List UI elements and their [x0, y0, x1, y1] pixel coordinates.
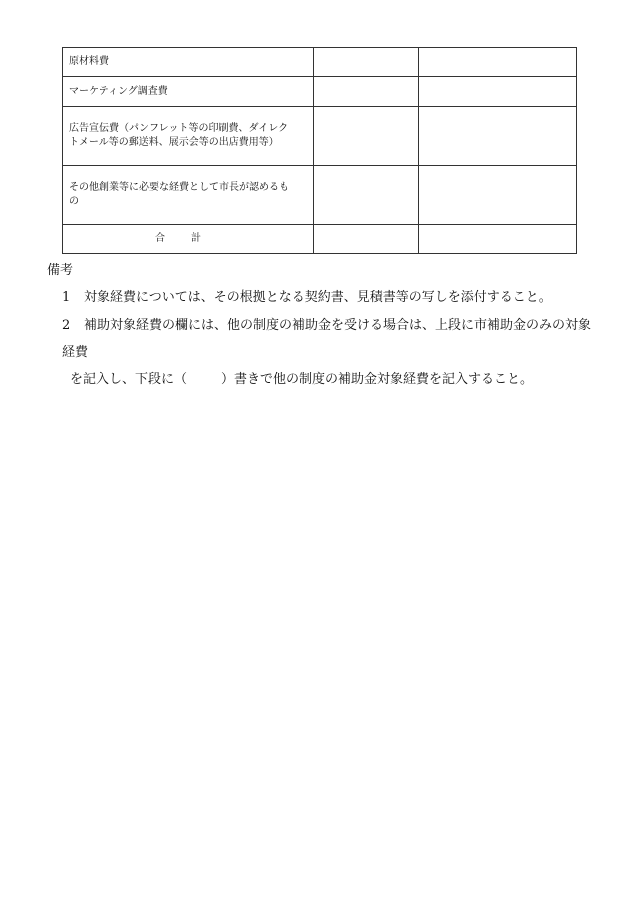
item-label-materials: 原材料費: [69, 56, 109, 67]
note-number: 1: [62, 290, 71, 305]
note-item-1: [62, 284, 552, 311]
item-cell: [63, 107, 314, 166]
amount-cell: [419, 77, 577, 107]
note-text-line1: 補助対象経費の欄には、他の制度の補助金を受ける場合は、上段に市補助金のみの対象経費: [62, 318, 592, 360]
item-label-advertising-line2: トメール等の郵送料、展示会等の出店費用等）: [69, 137, 279, 148]
total-char-1: 合: [155, 233, 165, 244]
table-row: [63, 48, 577, 77]
note-text: 対象経費については、その根拠となる契約書、見積書等の写しを添付すること。: [84, 290, 552, 305]
table-row: [63, 107, 577, 166]
amount-cell: [419, 225, 577, 254]
note-text-line2a: を記入し、下段に（: [70, 372, 188, 387]
amount-cell: [314, 77, 419, 107]
item-cell: [63, 48, 314, 77]
item-label-advertising-line1: 広告宣伝費（パンフレット等の印刷費、ダイレク: [69, 123, 289, 134]
item-cell: [63, 166, 314, 225]
note-text-line2: [62, 366, 592, 393]
total-char-2: 計: [191, 233, 201, 244]
amount-cell: [419, 48, 577, 77]
item-label-other-line2: の: [69, 196, 79, 207]
note-number: 2: [62, 318, 71, 333]
note-text-line2b: ）書きで他の制度の補助金対象経費を記入すること。: [221, 372, 534, 387]
amount-cell: [314, 48, 419, 77]
amount-cell: [314, 166, 419, 225]
amount-cell: [419, 166, 577, 225]
notes-heading: 備考: [47, 263, 74, 278]
amount-cell: [314, 225, 419, 254]
table-row: [63, 77, 577, 107]
expense-table: [62, 47, 577, 254]
item-label-other-line1: その他創業等に必要な経費として市長が認めるも: [69, 182, 289, 193]
total-label: [69, 232, 307, 246]
note-item-2: [62, 312, 592, 393]
total-cell: [63, 225, 314, 254]
item-label-marketing: マーケティング調査費: [69, 85, 168, 97]
item-cell: [63, 77, 314, 107]
table-row: [63, 166, 577, 225]
amount-cell: [419, 107, 577, 166]
table-row-total: [63, 225, 577, 254]
amount-cell: [314, 107, 419, 166]
